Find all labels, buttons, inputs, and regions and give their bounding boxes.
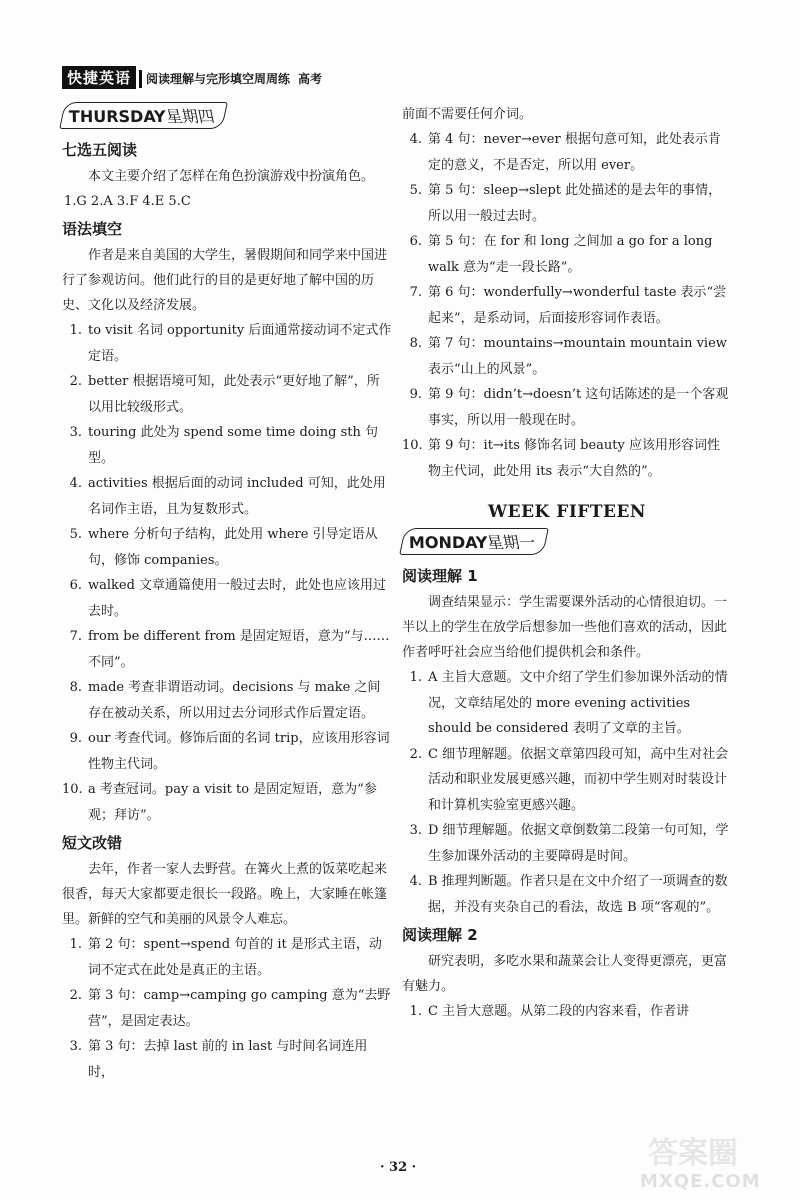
page-header [62, 66, 762, 88]
answer-item: 5. where 分析句子结构，此处用 where 引导定语从句，修饰 companies。 [69, 527, 378, 568]
answer-list [62, 932, 392, 1085]
section-title: 阅读理解 2 [402, 926, 478, 944]
answer-item: 4. activities 根据后面的动词 included 可知，此处用名词作主语，且为复数形式。 [69, 476, 386, 517]
section-summary: 研究表明，多吃水果和蔬菜会让人变得更漂亮，更富有魅力。 [402, 954, 728, 994]
answer-item: 3. 第 3 句：去掉 last 前的 in last 与时间名词连用时， [69, 1039, 368, 1080]
watermark [640, 1128, 790, 1192]
answer-item: 7. 第 6 句：wonderfully→wonderful taste 表示“尝起来”，是系动词，后面接形容词作表语。 [409, 285, 727, 326]
page-number: · 32 · [380, 1160, 417, 1175]
day-tag-thursday [59, 102, 227, 129]
day-tag-zh: 星期一 [485, 533, 538, 552]
day-tag-en: MONDAY [406, 533, 490, 552]
section-summary: 本文主要介绍了怎样在角色扮演游戏中扮演角色。 [88, 169, 375, 184]
answer-list [62, 318, 392, 828]
watermark-site: MXQE.COM [640, 1171, 761, 1192]
header-divider [139, 70, 142, 88]
answer-item: 1. to visit 名词 opportunity 后面通常接动词不定式作定语。 [69, 323, 392, 364]
answer-item: 5. 第 5 句：sleep→slept 此处描述的是去年的事情，所以用一般过去时。 [409, 183, 722, 224]
answer-item: 9. our 考查代词。修饰后面的名词 trip，应该用形容词性物主代词。 [69, 731, 390, 772]
right-column [402, 102, 732, 1025]
answer-item: 1. C 主旨大意题。从第二段的内容来看，作者讲 [409, 1004, 690, 1019]
day-tag-en: THURSDAY [66, 107, 168, 126]
answer-item: 10. a 考查冠词。pay a visit to 是固定短语，意为“参观；拜访”。 [62, 782, 377, 823]
answer-item: 8. made 考查非谓语动词。decisions 与 make 之间存在被动关系，所以用过去分词形式作后置定语。 [69, 680, 381, 721]
answer-item: 2. 第 3 句：camp→camping go camping 意为“去野营”，是固定表达。 [69, 988, 391, 1029]
section-summary: 调查结果显示：学生需要课外活动的心情很迫切。一半以上的学生在放学后想参加一些他们喜欢的活动，因此作者呼吁社会应当给他们提供机会和条件。 [402, 595, 728, 660]
answer-item: 6. 第 5 句：在 for 和 long 之间加 a go for a long walk 意为“走一段长路”。 [409, 234, 713, 275]
answer-item: 3. touring 此处为 spend some time doing sth 句型。 [69, 425, 378, 466]
continued-text: 前面不需要任何介词。 [402, 107, 533, 122]
answer-item: 1. 第 2 句：spent→spend 句首的 it 是形式主语，动词不定式在此处是真正的主语。 [69, 937, 382, 978]
level-label: 高考 [298, 72, 323, 86]
book-subtitle: 阅读理解与完形填空周周练 [146, 72, 291, 86]
section-title: 短文改错 [62, 834, 123, 852]
brand-logo: 快捷英语 [62, 66, 136, 89]
answer-list [402, 127, 732, 484]
watermark-logo: 答案圈 [648, 1136, 738, 1171]
answer-item: 2. C 细节理解题。依据文章第四段可知，高中生对社会活动和职业发展更感兴趣，而初中学生则对时装设计和计算机实验室更感兴趣。 [409, 746, 729, 813]
section-title: 七选五阅读 [62, 141, 138, 159]
section-title: 阅读理解 1 [402, 567, 478, 585]
answer-item: 1. A 主旨大意题。文中介绍了学生们参加课外活动的情况，文章结尾处的 more evening activities should be considered 表明了文章的主旨。 [409, 670, 728, 736]
answer-item: 4. 第 4 句：never→ever 根据句意可知，此处表示肯定的意义，不是否定，所以用 ever。 [409, 132, 721, 173]
left-column [62, 102, 392, 1085]
answer-item: 6. walked 文章通篇使用一般过去时，此处也应该用过去时。 [69, 578, 387, 619]
answer-item: 10. 第 9 句：it→its 修饰名词 beauty 应该用形容词性物主代词，此处用 its 表示“大自然的”。 [402, 438, 720, 479]
section-summary: 作者是来自美国的大学生，暑假期间和同学来中国进行了参观访问。他们此行的目的是更好地了解中国的历史、文化以及经济发展。 [62, 248, 388, 313]
answer-list [402, 665, 732, 920]
section-summary: 去年，作者一家人去野营。在篝火上煮的饭菜吃起来很香，每天大家都要走很长一段路。晚上，大家睡在帐篷里。新鲜的空气和美丽的风景令人难忘。 [62, 862, 388, 927]
answer-item: 7. from be different from 是固定短语，意为“与……不同”。 [69, 629, 390, 670]
answer-item: 8. 第 7 句：mountains→mountain mountain view 表示“山上的风景”。 [409, 336, 727, 377]
day-tag-monday [399, 528, 549, 555]
answer-item: 9. 第 9 句：didn’t→doesn’t 这句话陈述的是一个客观事实，所以用一般现在时。 [409, 387, 729, 428]
day-tag-zh: 星期四 [163, 107, 216, 126]
answer-item: 3. D 细节理解题。依据文章倒数第二段第一句可知，学生参加课外活动的主要障碍是时间。 [409, 823, 729, 864]
answer-line: 1.G 2.A 3.F 4.E 5.C [64, 194, 191, 209]
answer-item: 2. better 根据语境可知，此处表示“更好地了解”，所以用比较级形式。 [69, 374, 380, 415]
week-title: WEEK FIFTEEN [488, 502, 646, 522]
answer-item: 4. B 推理判断题。作者只是在文中介绍了一项调查的数据，并没有夹杂自己的看法，故选 B 项“客观的”。 [409, 874, 728, 915]
answer-list [402, 999, 732, 1025]
section-title: 语法填空 [62, 220, 123, 238]
